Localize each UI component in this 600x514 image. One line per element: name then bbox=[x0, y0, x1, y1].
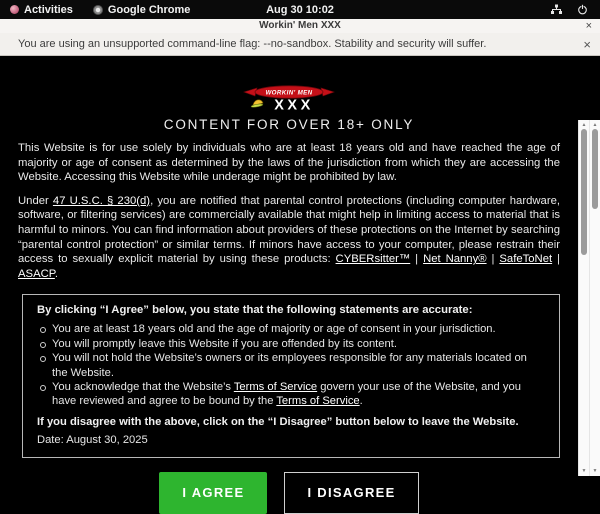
product-link[interactable]: ASACP bbox=[18, 267, 55, 280]
para2-body: , you are notified that parental control protections (including computer hardware, software, or filtering services) are commercially available that might help in limiting access to material that is harmful to minors. You can find information about providers of these protections on the Internet by searching “parental control protection” or similar terms. If minors have access to your computer, please restrain their access to sexually explicit material by using these products: bbox=[18, 194, 560, 266]
list-item: You will not hold the Website’s owners or its employees responsible for any materials located on the Website. bbox=[37, 351, 545, 380]
logo-banner-text: WORKIN' MEN bbox=[265, 89, 313, 97]
agreement-intro: By clicking “I Agree” below, you state that the following statements are accurate: bbox=[37, 304, 473, 317]
browser-window bbox=[0, 19, 600, 501]
consent-buttons-row bbox=[0, 472, 578, 514]
site-logo bbox=[241, 83, 337, 113]
chrome-flag-infobar bbox=[0, 33, 600, 56]
list-item: You will promptly leave this Website if you are offended by its content. bbox=[37, 337, 545, 351]
para2-prefix: Under bbox=[18, 194, 53, 207]
window-title: Workin' Men XXX bbox=[259, 20, 341, 31]
scroll-down-icon[interactable]: ▼ bbox=[592, 468, 598, 474]
page-viewport bbox=[0, 83, 600, 501]
system-status-area[interactable] bbox=[550, 4, 600, 15]
age-gate-content bbox=[0, 83, 578, 514]
age-statement-paragraph: This Website is for use solely by individuals who are at least 18 years old and have reached the age of majority or age of consent as determined by the laws of the jurisdiction from which they are accessing the Website. Accessing this Website while underage might be prohibited by law. bbox=[18, 142, 560, 184]
list-item: You are at least 18 years old and the age of majority or age of consent in your jurisdiction. bbox=[37, 322, 545, 336]
scroll-up-icon[interactable]: ▲ bbox=[592, 122, 598, 128]
product-links: CYBERsitter™ | Net Nanny® | SafeToNet | ASACP. bbox=[18, 253, 560, 280]
infobar-close-icon[interactable]: × bbox=[583, 36, 591, 52]
window-titlebar[interactable] bbox=[0, 19, 600, 33]
product-link[interactable]: Net Nanny® bbox=[423, 253, 487, 266]
product-link[interactable]: SafeToNet bbox=[499, 253, 553, 266]
scroll-down-icon[interactable]: ▼ bbox=[581, 468, 587, 474]
terms-of-service-link[interactable]: Terms of Service bbox=[276, 395, 360, 408]
parental-controls-paragraph bbox=[18, 194, 560, 282]
scrollbar-area bbox=[578, 120, 600, 476]
bullet4-mid: govern your use of the Website, and you have reviewed and agree to be bound by the bbox=[52, 380, 521, 408]
activities-label: Activities bbox=[24, 3, 73, 16]
activities-button[interactable] bbox=[0, 4, 83, 16]
disagree-note: If you disagree with the above, click on the “I Disagree” button below to leave the Website. bbox=[37, 415, 519, 428]
agreement-date: Date: August 30, 2025 bbox=[37, 433, 148, 446]
logo-xxx-text: XXX bbox=[274, 97, 314, 114]
app-menu-label: Google Chrome bbox=[107, 3, 191, 16]
window-close-icon[interactable]: × bbox=[585, 20, 592, 32]
page-title: CONTENT FOR OVER 18+ ONLY bbox=[163, 117, 415, 132]
network-icon bbox=[550, 4, 563, 15]
product-link[interactable]: CYBERsitter™ bbox=[335, 253, 411, 266]
app-menu-button[interactable] bbox=[83, 4, 201, 16]
terms-of-service-link[interactable]: Terms of Service bbox=[233, 380, 318, 393]
bullet4-pre: You acknowledge that the Website’s bbox=[52, 380, 234, 393]
distro-logo-icon bbox=[10, 5, 19, 14]
agreement-box bbox=[22, 294, 560, 457]
chrome-app-icon bbox=[93, 5, 103, 15]
scrollbar-thumb[interactable] bbox=[592, 129, 598, 209]
scroll-up-icon[interactable]: ▲ bbox=[581, 122, 587, 128]
agreement-list bbox=[37, 322, 545, 408]
bullet4-end: . bbox=[359, 395, 363, 408]
list-item bbox=[37, 380, 545, 409]
power-icon bbox=[577, 4, 588, 15]
infobar-message: You are using an unsupported command-line flag: --no-sandbox. Stability and security will suffer. bbox=[18, 38, 487, 50]
outer-scrollbar[interactable] bbox=[589, 120, 600, 476]
scrollbar-thumb[interactable] bbox=[581, 129, 587, 255]
gnome-top-bar bbox=[0, 0, 600, 19]
disagree-button[interactable]: I DISAGREE bbox=[284, 472, 418, 514]
usc-law-link[interactable]: 47 U.S.C. § 230(d) bbox=[52, 194, 151, 207]
clock-label[interactable]: Aug 30 10:02 bbox=[266, 3, 334, 16]
agree-button[interactable]: I AGREE bbox=[159, 472, 267, 514]
inner-scrollbar[interactable] bbox=[578, 120, 589, 476]
